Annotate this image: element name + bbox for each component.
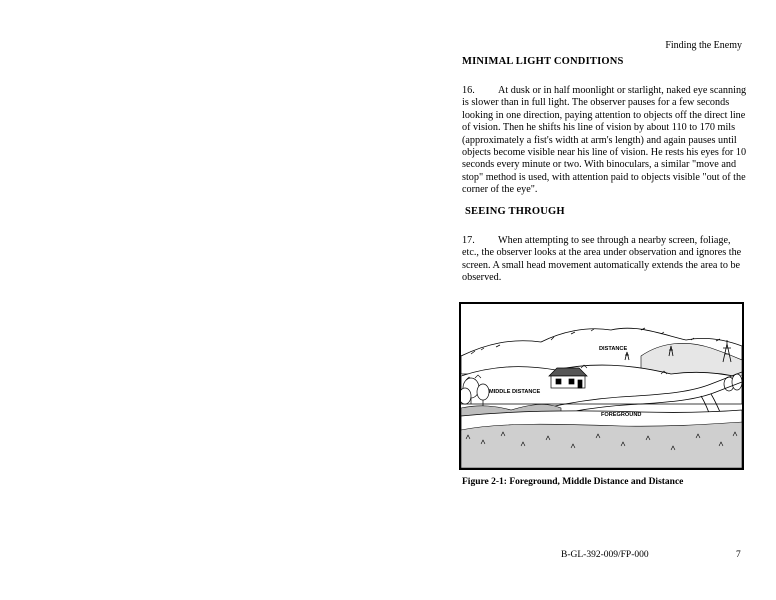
middle-distance-label: MIDDLE DISTANCE [489, 389, 541, 395]
distance-label: DISTANCE [599, 346, 628, 352]
figure-caption: Figure 2-1: Foreground, Middle Distance and Distance [462, 477, 684, 487]
page-number: 7 [736, 550, 741, 560]
section-heading-seeing-through: SEEING THROUGH [465, 206, 565, 217]
foreground-label: FOREGROUND [601, 412, 642, 418]
paragraph-number: 17. [462, 235, 475, 246]
paragraph-text: At dusk or in half moonlight or starlight, naked eye scanning is slower than in full light. The observer pauses for a few seconds looking in one direction, paying attention to objects off the direct line of vision. Then he shifts his line of vision by about 110 to 170 mils (approximately a fist's width at arm's length) and again pauses until objects become visible near his line of vision. He rests his eyes for 10 seconds every minute or two. With binoculars, a similar "move and stop" method is used, with attention paid to objects visible "out of the corner of the eye". [462, 85, 747, 196]
foreground-grass [461, 422, 742, 468]
landscape-illustration [461, 304, 742, 468]
section-heading-minimal-light: MINIMAL LIGHT CONDITIONS [462, 56, 624, 67]
farmhouse-icon [549, 368, 587, 388]
paragraph-text: When attempting to see through a nearby screen, foliage, etc., the observer looks at the area under observation and ignores the screen. A small head movement automatically extends the area to be observed. [462, 235, 742, 284]
paragraph-16 [462, 85, 747, 197]
paragraph-number: 16. [462, 85, 475, 96]
document-id: B-GL-392-009/FP-000 [561, 550, 649, 560]
landscape-figure [459, 302, 744, 470]
running-head: Finding the Enemy [665, 40, 742, 51]
paragraph-17 [462, 235, 747, 285]
